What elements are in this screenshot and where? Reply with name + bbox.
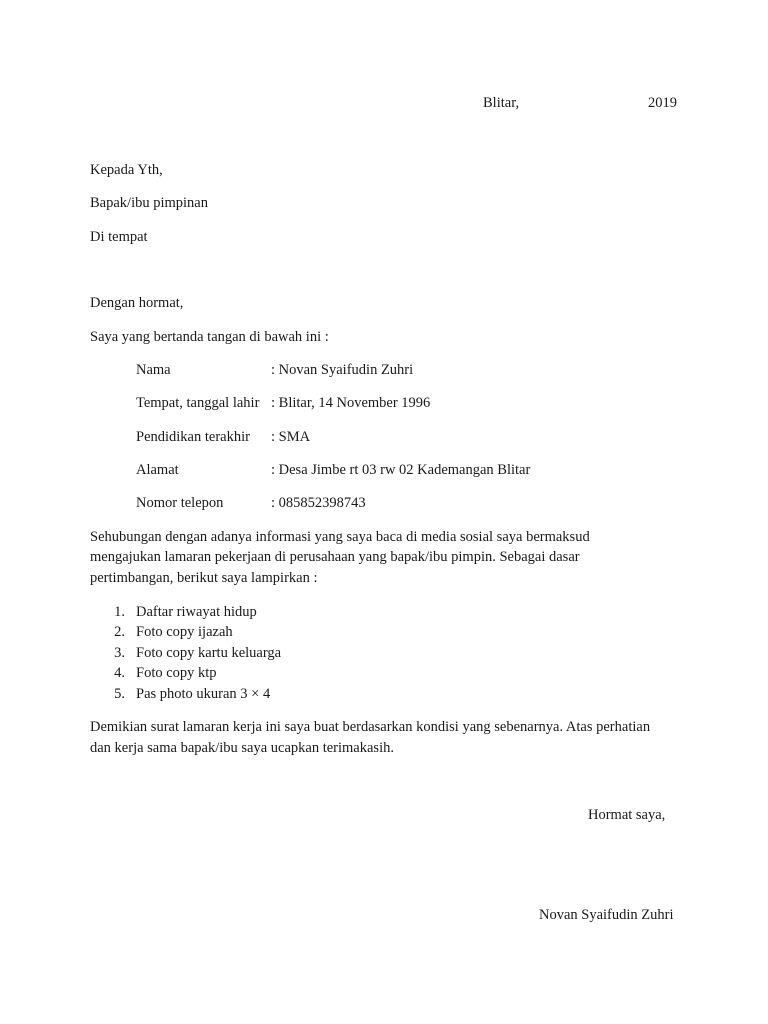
list-item: Pas photo ukuran 3 × 4 bbox=[136, 686, 271, 702]
list-item-number: 4. bbox=[114, 665, 125, 681]
closing-line-2: dan kerja sama bapak/ibu saya ucapkan terimakasih. bbox=[90, 740, 394, 756]
body-line-2: mengajukan lamaran pekerjaan di perusahaan yang bapak/ibu pimpin. Sebagai dasar bbox=[90, 549, 580, 565]
field-label-telepon: Nomor telepon bbox=[136, 495, 224, 511]
field-label-ttl: Tempat, tanggal lahir bbox=[136, 395, 260, 411]
list-item-number: 5. bbox=[114, 686, 125, 702]
signature-name: Novan Syaifudin Zuhri bbox=[539, 907, 674, 923]
field-label-nama: Nama bbox=[136, 362, 171, 378]
field-label-alamat: Alamat bbox=[136, 462, 179, 478]
list-item-number: 3. bbox=[114, 645, 125, 661]
signoff: Hormat saya, bbox=[588, 807, 666, 823]
body-line-1: Sehubungan dengan adanya informasi yang saya baca di media sosial saya bermaksud bbox=[90, 529, 590, 545]
recipient-line-1: Kepada Yth, bbox=[90, 162, 163, 178]
list-item: Foto copy kartu keluarga bbox=[136, 645, 282, 661]
intro-text: Saya yang bertanda tangan di bawah ini : bbox=[90, 329, 329, 345]
field-value-pendidikan: : SMA bbox=[271, 429, 311, 445]
list-item: Foto copy ijazah bbox=[136, 624, 233, 640]
body-line-3: pertimbangan, berikut saya lampirkan : bbox=[90, 570, 318, 586]
field-value-telepon: : 085852398743 bbox=[271, 495, 366, 511]
list-item-number: 1. bbox=[114, 604, 125, 620]
field-value-ttl: : Blitar, 14 November 1996 bbox=[271, 395, 431, 411]
list-item-number: 2. bbox=[114, 624, 125, 640]
field-value-alamat: : Desa Jimbe rt 03 rw 02 Kademangan Blitar bbox=[271, 462, 531, 478]
recipient-line-2: Bapak/ibu pimpinan bbox=[90, 195, 208, 211]
closing-line-1: Demikian surat lamaran kerja ini saya buat berdasarkan kondisi yang sebenarnya. Atas perhatian bbox=[90, 719, 651, 735]
date-city: Blitar, bbox=[483, 95, 520, 111]
field-value-nama: : Novan Syaifudin Zuhri bbox=[271, 362, 414, 378]
field-label-pendidikan: Pendidikan terakhir bbox=[136, 429, 250, 445]
date-year: 2019 bbox=[648, 95, 677, 111]
list-item: Foto copy ktp bbox=[136, 665, 217, 681]
list-item: Daftar riwayat hidup bbox=[136, 604, 257, 620]
greeting: Dengan hormat, bbox=[90, 295, 184, 311]
recipient-line-3: Di tempat bbox=[90, 229, 148, 245]
